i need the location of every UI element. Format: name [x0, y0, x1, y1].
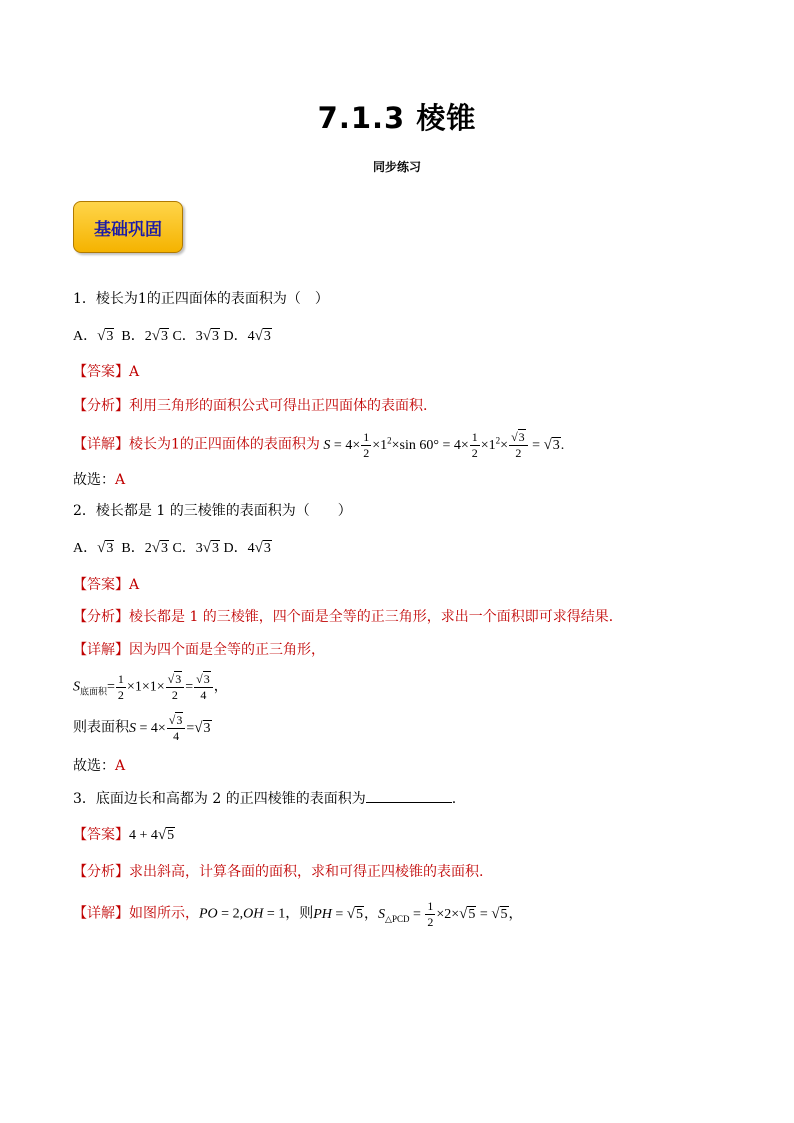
q2-base-area-formula: $S_{底面积}=$ $\frac{1}{2}$ ×1×1× $\frac{√3}{2}$ = $\frac{√3}{4}$ ， — [73, 672, 228, 702]
q2-selection: 故选：A — [73, 758, 126, 774]
q2-options: A．√3 B．2√3 C．3√3 D．4√3 — [73, 540, 271, 556]
q3-analysis: 【分析】求出斜高，计算各面的面积，求和可得正四棱锥的表面积. — [73, 864, 484, 880]
q3-detail: 【详解】如图所示，PO = 2,OH = 1，则PH = √5，$S_{\triangle PCD}$ = $\frac{1}{2}$ ×2×√5 = √5， — [73, 899, 523, 929]
q1-selection: 故选：A — [73, 472, 126, 488]
q3-answer: 【答案】4 + 4√5 — [73, 827, 175, 843]
q3-stem: 3．底面边长和高都为 2 的正四棱锥的表面积为 . — [73, 788, 456, 809]
section-badge: 基础巩固 — [73, 201, 183, 253]
page-subtitle: 同步练习 — [372, 160, 421, 174]
q1-analysis: 【分析】利用三角形的面积公式可得出正四面体的表面积. — [73, 398, 428, 414]
q2-detail: 【详解】因为四个面是全等的正三角形， — [73, 642, 325, 658]
page-title: 7.1.3 棱锥 — [317, 101, 477, 135]
q1-detail: 【详解】棱长为1的正四面体的表面积为 S = 4× $\frac{1}{2}$ $\times 1^2\times\sin$ 60° = 4× $\frac{1}{2}$ $\times 1^2\times$ $\frac{√3}{2}$ = √3. — [73, 430, 565, 460]
q1-stem: 1．棱长为1的正四面体的表面积为（ ） — [73, 291, 329, 307]
q1-answer: 【答案】A — [73, 364, 140, 380]
q1-options: A．√3 B．2√3 C．3√3 D．4√3 — [73, 328, 271, 344]
q2-stem: 2．棱长都是 1 的三棱锥的表面积为（ ） — [73, 503, 352, 519]
answer-blank — [366, 788, 452, 803]
q2-total-area: 则表面积S = 4× $\frac{√3}{4}$ =√3 — [73, 713, 211, 743]
q2-analysis: 【分析】棱长都是 1 的三棱锥，四个面是全等的正三角形，求出一个面积即可求得结果． — [73, 609, 623, 625]
q2-answer: 【答案】A — [73, 577, 140, 593]
